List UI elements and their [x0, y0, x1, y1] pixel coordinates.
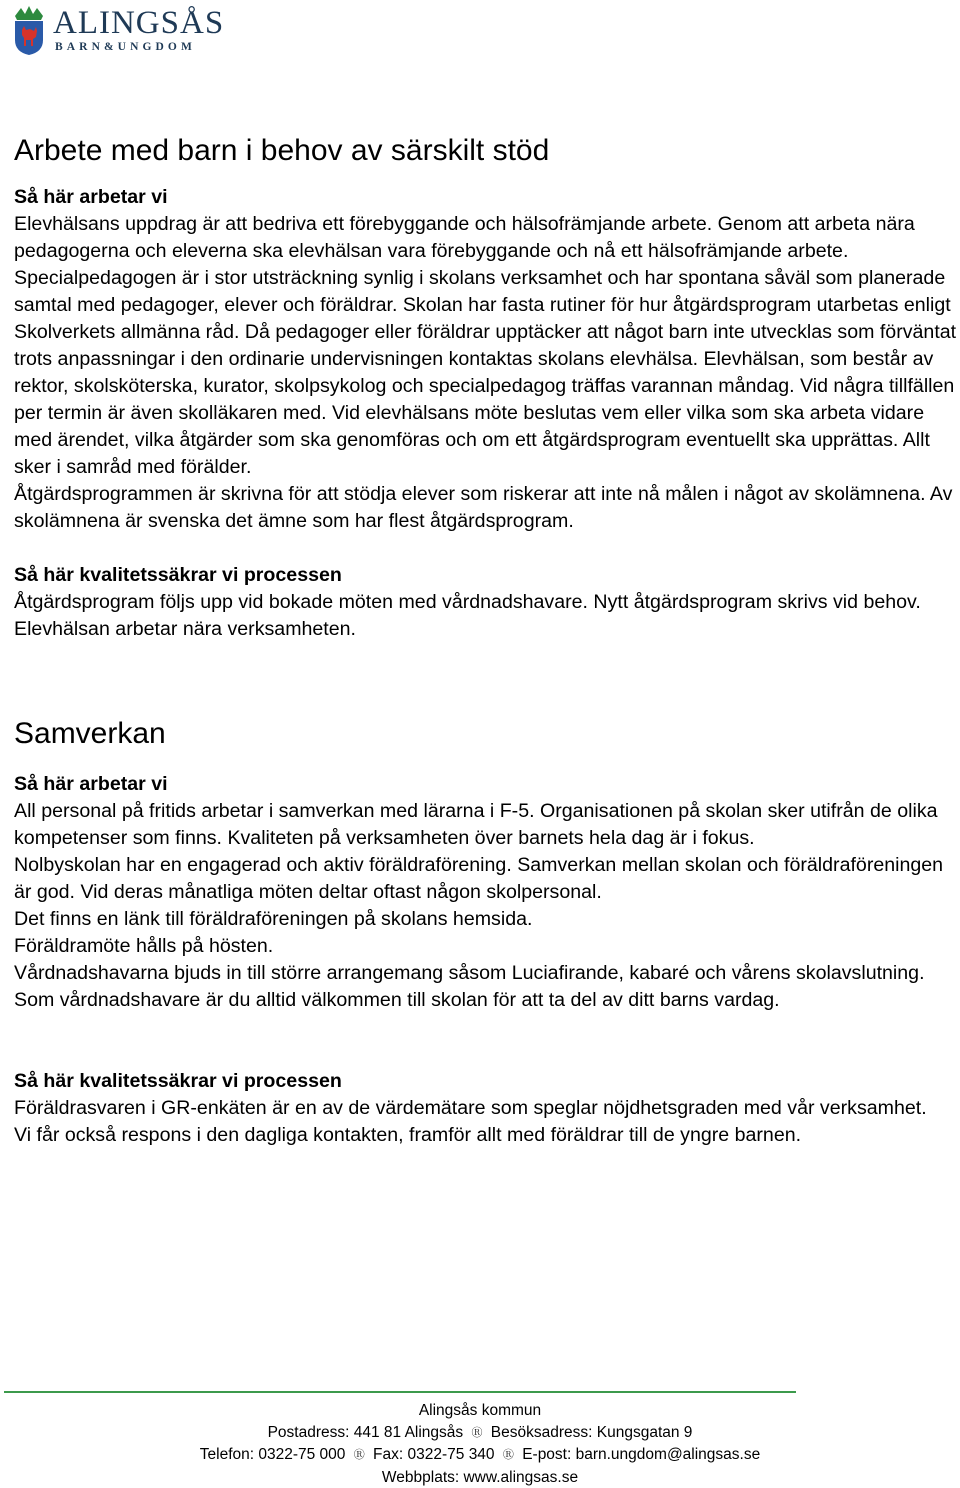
separator-icon: Ⓡ — [354, 1445, 365, 1467]
footer-postal: Postadress: 441 81 Alingsås — [268, 1424, 464, 1441]
section-title-samverkan: Samverkan — [14, 715, 958, 753]
footer-address-row — [0, 1422, 960, 1445]
footer-web: Webbplats: www.alingsas.se — [0, 1467, 960, 1488]
footer — [0, 1400, 960, 1488]
paragraph: Elevhälsan arbetar nära verksamheten. — [14, 616, 958, 643]
footer-visit: Besöksadress: Kungsgatan 9 — [491, 1424, 693, 1441]
paragraph: Det finns en länk till föräldraföreningen på skolans hemsida. — [14, 906, 958, 933]
section-title-stod: Arbete med barn i behov av särskilt stöd — [14, 132, 958, 170]
paragraph: Föräldramöte hålls på hösten. — [14, 933, 958, 960]
coat-of-arms-icon — [9, 4, 49, 56]
paragraph: Nolbyskolan har en engagerad och aktiv föräldraförening. Samverkan mellan skolan och föräldraföreningen är god. Vid deras månatliga möten deltar oftast någon skolpersonal. — [14, 852, 958, 906]
paragraph: Vi får också respons i den dagliga kontakten, framför allt med föräldrar till de yngre barnen. — [14, 1122, 958, 1149]
paragraph: All personal på fritids arbetar i samverkan med lärarna i F-5. Organisationen på skolan sker utifrån de olika kompetenser som finns. Kvaliteten på verksamheten över barnets hela dag är i fokus. — [14, 798, 958, 852]
footer-fax: Fax: 0322-75 340 — [373, 1446, 495, 1463]
paragraph: Vårdnadshavarna bjuds in till större arrangemang såsom Luciafirande, kabaré och vårens skolavslutning. Som vårdnadshavare är du alltid välkommen till skolan för att ta del av ditt barns vardag. — [14, 960, 958, 1014]
paragraph: Åtgärdsprogrammen är skrivna för att stödja elever som riskerar att inte nå målen i något av skolämnena. Av skolämnena är svenska det ämne som har flest åtgärdsprogram. — [14, 481, 958, 535]
footer-email: E-post: barn.ungdom@alingsas.se — [522, 1446, 760, 1463]
footer-org: Alingsås kommun — [0, 1400, 960, 1422]
document-body — [14, 132, 958, 1149]
footer-phone: Telefon: 0322-75 000 — [200, 1446, 346, 1463]
logo-subtitle: BARN&UNGDOM — [55, 41, 196, 53]
subheading-kvalitet: Så här kvalitetssäkrar vi processen — [14, 1068, 958, 1095]
paragraph: Föräldrasvaren i GR-enkäten är en av de värdemätare som speglar nöjdhetsgraden med vår verksamhet. — [14, 1095, 958, 1122]
footer-divider — [4, 1391, 796, 1393]
subheading-arbetar: Så här arbetar vi — [14, 771, 958, 798]
alingsas-logo — [9, 4, 239, 58]
paragraph: Elevhälsans uppdrag är att bedriva ett förebyggande och hälsofrämjande arbete. Genom att arbeta nära pedagogerna och eleverna ska elevhälsan vara förebyggande och nå ett hälsofrämjande arbete. Specialpedagogen är i stor utsträckning synlig i skolans verksamhet och har spontana såväl som planerade samtal med pedagoger, elever och föräldrar. Skolan har fasta rutiner för hur åtgärdsprogram utarbetas enligt Skolverkets allmänna råd. Då pedagoger eller föräldrar upptäcker att något barn inte utvecklas som förväntat trots anpassningar i den ordinarie undervisningen kontaktas skolans elevhälsa. Elevhälsan, som består av rektor, skolsköterska, kurator, skolpsykolog och specialpedagog träffas varannan måndag. Vid några tillfällen per termin är även skolläkaren med. Vid elevhälsans möte beslutas vem eller vilka som ska arbeta vidare med ärendet, vilka åtgärder som ska genomföras och om ett åtgärdsprogram eventuellt ska upprättas. Allt sker i samråd med förälder. — [14, 211, 958, 481]
subheading-kvalitet: Så här kvalitetssäkrar vi processen — [14, 562, 958, 589]
logo-name: ALINGSÅS — [53, 4, 224, 42]
footer-contact-row — [0, 1444, 960, 1467]
separator-icon: Ⓡ — [503, 1445, 514, 1467]
paragraph: Åtgärdsprogram följs upp vid bokade möten med vårdnadshavare. Nytt åtgärdsprogram skrivs vid behov. — [14, 589, 958, 616]
separator-icon: Ⓡ — [471, 1423, 482, 1445]
subheading-arbetar: Så här arbetar vi — [14, 184, 958, 211]
